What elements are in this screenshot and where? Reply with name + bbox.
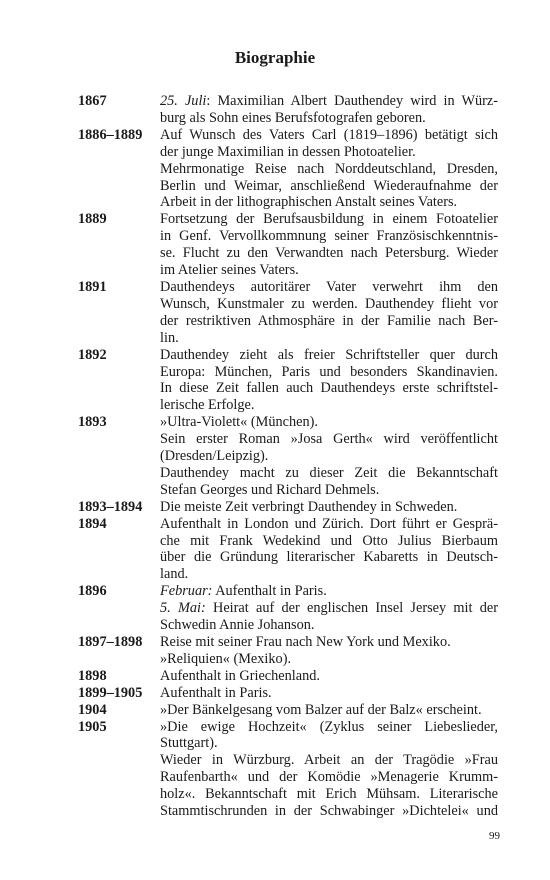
text-line xyxy=(160,110,498,127)
line-text: Stammtischrunden in der Schwabinger »Dichtelei« und xyxy=(160,803,498,820)
text-line xyxy=(160,600,498,617)
line-text: Dauthendeys autoritärer Vater verwehrt ihm den xyxy=(160,278,498,295)
line-text: im Atelier seines Vaters. xyxy=(160,262,299,279)
line-text: der junge Maximilian in dessen Photoatelier. xyxy=(160,143,416,160)
biography-entry xyxy=(78,347,498,415)
text-line xyxy=(160,735,498,752)
line-text: über die Gründung literarischer Kabaretts in Deutsch- xyxy=(160,549,498,566)
biography-entry xyxy=(78,414,498,499)
line-text: Mehrmonatige Reise nach Norddeutschland, Dresden, xyxy=(160,160,498,177)
text-line xyxy=(160,448,498,465)
text-line xyxy=(160,144,498,161)
entry-text xyxy=(160,127,498,212)
text-line xyxy=(160,482,498,499)
entry-text xyxy=(160,347,498,415)
text-line xyxy=(160,380,498,397)
text-line xyxy=(160,431,498,448)
line-text: »Der Bänkelgesang vom Balzer auf der Balz« erscheint. xyxy=(160,701,482,718)
text-line xyxy=(160,127,498,144)
entry-text xyxy=(160,499,498,516)
text-line xyxy=(160,786,498,803)
biography-entry xyxy=(78,279,498,347)
line-text: Raufenbarth« und der Komödie »Menagerie Krumm- xyxy=(160,769,498,786)
biography-entry xyxy=(78,499,498,516)
biography-entry xyxy=(78,211,498,279)
line-text: Heirat auf der englischen Insel Jersey mit der xyxy=(205,600,498,617)
text-line xyxy=(160,364,498,381)
text-line xyxy=(160,668,498,685)
entry-year: 1892 xyxy=(78,346,107,363)
line-text: Sein erster Roman »Josa Gerth« wird veröffentlicht xyxy=(160,431,498,448)
text-line xyxy=(160,178,498,195)
text-line xyxy=(160,549,498,566)
entry-text xyxy=(160,668,498,685)
text-line xyxy=(160,769,498,786)
line-text: (Dresden/Leipzig). xyxy=(160,448,269,465)
text-line xyxy=(160,803,498,820)
line-text: lerische Erfolge. xyxy=(160,397,255,414)
line-text: lin. xyxy=(160,329,179,346)
text-line xyxy=(160,533,498,550)
text-line xyxy=(160,414,498,431)
line-text: Fortsetzung der Berufsausbildung in einem Fotoatelier xyxy=(160,211,498,228)
text-line xyxy=(160,397,498,414)
entry-year: 1867 xyxy=(78,93,107,109)
page-number: 99 xyxy=(489,830,500,842)
text-line xyxy=(160,752,498,769)
line-text: Stefan Georges und Richard Dehmels. xyxy=(160,481,380,498)
line-text: Arbeit in der lithographischen Anstalt seines Vaters. xyxy=(160,194,458,211)
entry-year: 1904 xyxy=(78,701,107,718)
entry-year: 1893–1894 xyxy=(78,498,143,515)
entry-text xyxy=(160,583,498,634)
entry-text xyxy=(160,719,498,820)
text-line xyxy=(160,617,498,634)
line-text: Die meiste Zeit verbringt Dauthendey in Schweden. xyxy=(160,498,458,515)
line-text: Aufenthalt in Griechenland. xyxy=(160,667,320,684)
text-line xyxy=(160,279,498,296)
line-text: Dauthendey zieht als freier Schriftsteller quer durch xyxy=(160,346,498,363)
text-line xyxy=(160,702,498,719)
biography-entry xyxy=(78,583,498,634)
entry-year: 1899–1905 xyxy=(78,684,143,701)
line-text: Dauthendey macht zu dieser Zeit die Bekanntschaft xyxy=(160,464,498,481)
line-text: land. xyxy=(160,566,189,583)
entry-text xyxy=(160,685,498,702)
entry-year: 1891 xyxy=(78,278,107,295)
entry-text xyxy=(160,516,498,584)
date-emphasis: 25. Juli xyxy=(160,93,207,109)
text-line xyxy=(160,516,498,533)
line-text: der restriktiven Athmosphäre in der Familie nach Ber- xyxy=(160,312,498,329)
line-text: Stuttgart). xyxy=(160,735,218,752)
entry-year: 1896 xyxy=(78,583,107,600)
line-text: in Genf. Vervollkommnung seiner Französischkenntnis- xyxy=(160,228,498,245)
line-text: Aufenthalt in Paris. xyxy=(160,684,272,701)
line-text: Auf Wunsch des Vaters Carl (1819–1896) betätigt sich xyxy=(160,126,498,143)
text-line xyxy=(160,566,498,583)
line-text: holz«. Bekanntschaft mit Erich Mühsam. Literarische xyxy=(160,786,498,803)
biography-entry xyxy=(78,668,498,685)
entry-year: 1893 xyxy=(78,414,107,431)
line-text: Berlin und Weimar, anschließend Wiederaufnahme der xyxy=(160,177,498,194)
entry-year: 1905 xyxy=(78,718,107,735)
entry-year: 1894 xyxy=(78,515,107,532)
text-line xyxy=(160,228,498,245)
line-text: Schwedin Annie Johanson. xyxy=(160,617,315,634)
text-line xyxy=(160,347,498,364)
line-text: : Maximilian Albert Dauthendey wird in Würz- xyxy=(206,93,498,109)
text-line xyxy=(160,583,498,600)
biography-entry xyxy=(78,719,498,820)
biography-entry xyxy=(78,702,498,719)
biography-entry xyxy=(78,516,498,584)
text-line xyxy=(160,651,498,668)
line-text: burg als Sohn eines Berufsfotografen geboren. xyxy=(160,109,426,126)
entry-year: 1898 xyxy=(78,667,107,684)
line-text: se. Flucht zu den Verwandten nach Petersburg. Wieder xyxy=(160,245,498,262)
line-text: »Reliquien« (Mexiko). xyxy=(160,650,292,667)
page-title: Biographie xyxy=(234,48,316,67)
date-emphasis: 5. Mai: xyxy=(160,600,206,617)
line-text: Europa: München, Paris und besonders Skandinavien. xyxy=(160,363,498,380)
entry-year: 1889 xyxy=(78,211,107,228)
text-line xyxy=(160,330,498,347)
text-line xyxy=(160,685,498,702)
entry-text xyxy=(160,702,498,719)
text-line xyxy=(160,211,498,228)
entry-text xyxy=(160,211,498,279)
entry-text xyxy=(160,279,498,347)
text-line xyxy=(160,296,498,313)
line-text: Aufenthalt in Paris. xyxy=(212,583,327,600)
biography-entry xyxy=(78,127,498,212)
date-emphasis: Februar: xyxy=(160,583,213,600)
text-line xyxy=(160,719,498,736)
line-text: Reise mit seiner Frau nach New York und Mexiko. xyxy=(160,634,451,650)
biography-entry xyxy=(78,93,498,127)
line-text: Wunsch, Kunstmaler zu werden. Dauthendey flieht vor xyxy=(160,295,498,312)
text-line xyxy=(160,313,498,330)
line-text: Wieder in Würzburg. Arbeit an der Tragödie »Frau xyxy=(160,752,498,769)
entry-year: 1897–1898 xyxy=(78,634,143,650)
text-line xyxy=(160,245,498,262)
biography-entry xyxy=(78,634,498,668)
line-text: che mit Frank Wedekind und Otto Julius Bierbaum xyxy=(160,532,498,549)
text-line xyxy=(160,499,498,516)
text-line xyxy=(160,161,498,178)
text-line xyxy=(160,262,498,279)
line-text: Aufenthalt in London und Zürich. Dort führt er Gesprä- xyxy=(160,515,498,532)
text-line xyxy=(160,93,498,110)
biography-list xyxy=(78,93,498,820)
text-line xyxy=(160,634,498,651)
entry-text xyxy=(160,414,498,499)
entry-text xyxy=(160,634,498,668)
text-line xyxy=(160,465,498,482)
text-line xyxy=(160,194,498,211)
line-text: In diese Zeit fallen auch Dauthendeys erste schriftstel- xyxy=(160,380,498,397)
entry-text xyxy=(160,93,498,127)
line-text: »Die ewige Hochzeit« (Zyklus seiner Liebeslieder, xyxy=(160,718,498,735)
line-text: »Ultra-Violett« (München). xyxy=(160,414,318,431)
biography-entry xyxy=(78,685,498,702)
entry-year: 1886–1889 xyxy=(78,126,143,143)
